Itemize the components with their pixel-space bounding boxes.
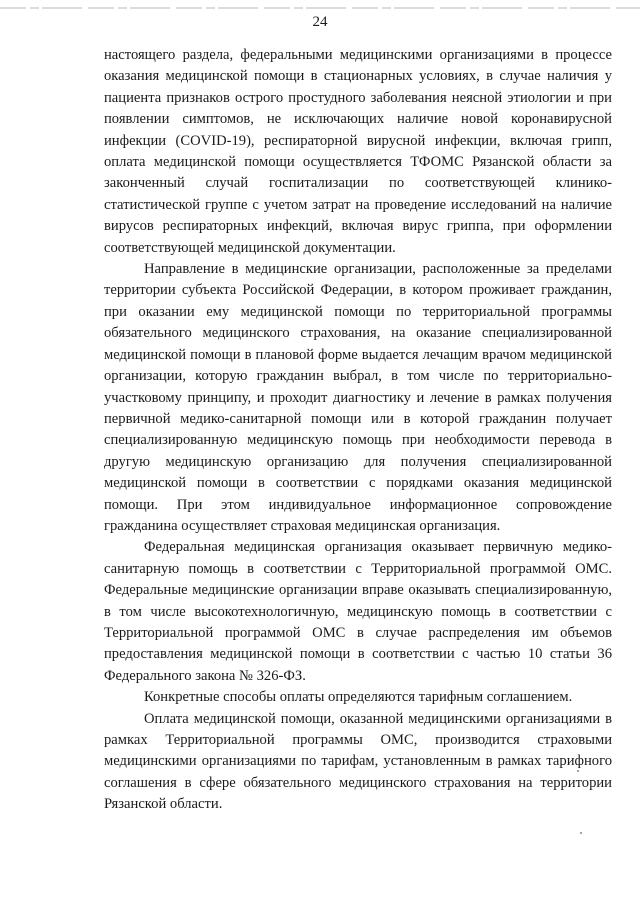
paragraph-2: Направление в медицинские организации, расположенные за пределами территории субъекта Российской Федерации, в котором проживает гражданин, при оказании ему медицинской помощи по территориальной программы обязательного медицинского страхования, на оказание специализированной медицинской помощи в плановой форме выдается лечащим врачом медицинской организации, которую гражданин выбрал, в том числе по территориально-участковому принципу, и проходит диагностику и лечение в рамках получения первичной медико-санитарной помощи или в которой гражданин получает специализированную медицинскую помощь при необходимости перевода в другую медицинскую организацию для получения специализированной медицинской помощи в соответствии с порядками оказания медицинской помощи. При этом индивидуальное информационное сопровождение гражданина осуществляет страховая медицинская организация. [104, 261, 612, 534]
paragraph-5: Оплата медицинской помощи, оказанной медицинскими организациями в рамках Территориальной программы ОМС, производится страховыми медицинскими организациями по тарифам, установленным в рамках тарифного соглашения в сфере обязательного медицинского страхования на территории Рязанской области. [104, 710, 612, 813]
page-number: 24 [312, 14, 328, 30]
document-body [104, 45, 612, 816]
scan-speck [580, 832, 582, 834]
paragraph-3: Федеральная медицинская организация оказывает первичную медико-санитарную помощь в соответствии с Территориальной программой ОМС. Федеральные медицинские организации вправе оказывать специализированную, в том числе высокотехнологичную, медицинскую помощь в соответствии с Территориальной программой ОМС в случае распределения им объемов предоставления медицинской помощи в соответствии с частью 10 статьи 36 Федерального закона № 326-ФЗ. [104, 539, 612, 684]
paragraph-4: Конкретные способы оплаты определяются тарифным соглашением. [144, 689, 573, 706]
scan-speck [577, 770, 579, 772]
paragraph-1: настоящего раздела, федеральными медицинскими организациями в процессе оказания медицинской помощи в стационарных условиях, в случае наличия у пациента признаков острого простудного заболевания неясной этиологии и при появлении симптомов, не исключающих наличие новой коронавирусной инфекции (COVID-19), респираторной вирусной инфекции, включая грипп, оплата медицинской помощи осуществляется ТФОМС Рязанской области за законченный случай госпитализации по соответствующей клинико-статистической группе с учетом затрат на проведение исследований на наличие вирусов респираторных инфекций, включая вирус гриппа, при оформлении соответствующей медицинской документации. [104, 47, 612, 256]
